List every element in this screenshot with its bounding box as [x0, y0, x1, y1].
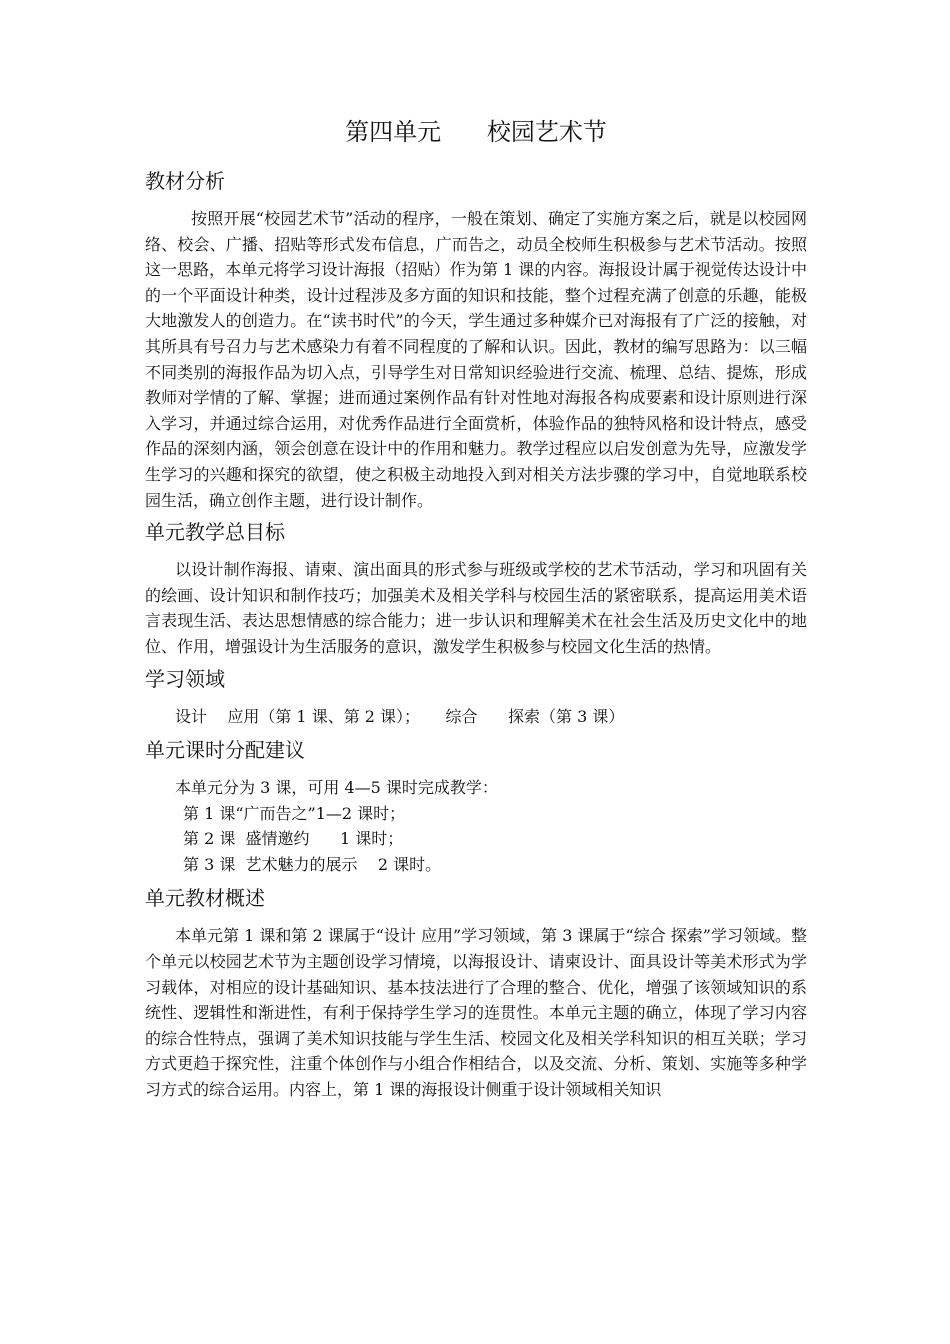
section-unit-goals: [145, 517, 807, 659]
section-heading: 教材分析: [145, 169, 225, 193]
learning-domain-line: 设计 应用（第 1 课、第 2 课）； 综合 探索（第 3 课）: [175, 706, 625, 726]
section-heading: 单元教学总目标: [145, 520, 285, 545]
section-heading: 单元教材概述: [145, 886, 265, 911]
section-paragraph: 以设计制作海报、请柬、演出面具的形式参与班级或学校的艺术节活动，学习和巩固有关的绘画、设计知识和制作技巧；加强美术及相关学科与校园生活的紧密联系，提高运用美术语言表现生活、表达思想情感的综合能力；进一步认识和理解美术在社会生活及历史文化中的地位、作用，增强设计为生活服务的意识，激发学生积极参与校园文化生活的热情。: [145, 560, 807, 656]
section-heading: 单元课时分配建议: [145, 738, 305, 763]
section-heading: 学习领域: [145, 666, 225, 691]
section-textbook-analysis: [145, 166, 807, 513]
section-unit-overview: [145, 883, 807, 1102]
document-page: [145, 112, 807, 1107]
page-title: 第四单元 校园艺术节: [345, 118, 607, 146]
section-paragraph: 本单元第 1 课和第 2 课属于“设计 应用”学习领域，第 3 课属于“综合 探索”学习领域。整个单元以校园艺术节为主题创设学习情境，以海报设计、请柬设计、面具设计等美术形式为学习载体，对相应的设计基础知识、基本技法进行了合理的整合、优化，增强了该领域知识的系统性、逻辑性和渐进性，有利于保持学生学习的连贯性。本单元主题的确立，体现了学习内容的综合性特点，强调了美术知识技能与学生生活、校园文化及相关学科知识的相互关联；学习方式更趋于探究性，注重个体创作与小组合作相结合，以及交流、分析、策划、实施等多种学习方式的综合运用。内容上，第 1 课的海报设计侧重于设计领域相关知识: [145, 926, 807, 1100]
lesson-item: 第 1 课“广而告之”1—2 课时；: [183, 803, 406, 823]
lesson-item: 第 3 课 艺术魅力的展示 2 课时。: [183, 854, 442, 874]
section-learning-domain: [145, 664, 807, 730]
section-paragraph: 按照开展“校园艺术节”活动的程序，一般在策划、确定了实施方案之后，就是以校园网络、校会、广播、招贴等形式发布信息，广而告之，动员全校师生积极参与艺术节活动。按照这一思路，本单元将学习设计海报（招贴）作为第 1 课的内容。海报设计属于视觉传达设计中的一个平面设计种类，设计过程涉及多方面的知识和技能，整个过程充满了创意的乐趣，能极大地激发人的创造力。在“读书时代”的今天，学生通过多种媒介已对海报有了广泛的接触，对其所具有号召力与艺术感染力有着不同程度的了解和认识。因此，教材的编写思路为：以三幅不同类别的海报作品为切入点，引导学生对日常知识经验进行交流、梳理、总结、提炼，形成教师对学情的了解、掌握；进而通过案例作品有针对性地对海报各构成要素和设计原则进行深入学习，并通过综合运用，对优秀作品进行全面赏析，体验作品的独特风格和设计特点，感受作品的深刻内涵，领会创意在设计中的作用和魅力。教学过程应以启发创意为先导，应激发学生学习的兴趣和探究的欲望，使之积极主动地投入到对相关方法步骤的学习中，自觉地联系校园生活，确立创作主题，进行设计制作。: [145, 209, 807, 510]
section-hour-allocation: [145, 735, 807, 883]
lesson-item: 第 2 课 盛情邀约 1 课时；: [183, 829, 404, 849]
allocation-intro: 本单元分为 3 课，可用 4—5 课时完成教学：: [175, 778, 498, 798]
